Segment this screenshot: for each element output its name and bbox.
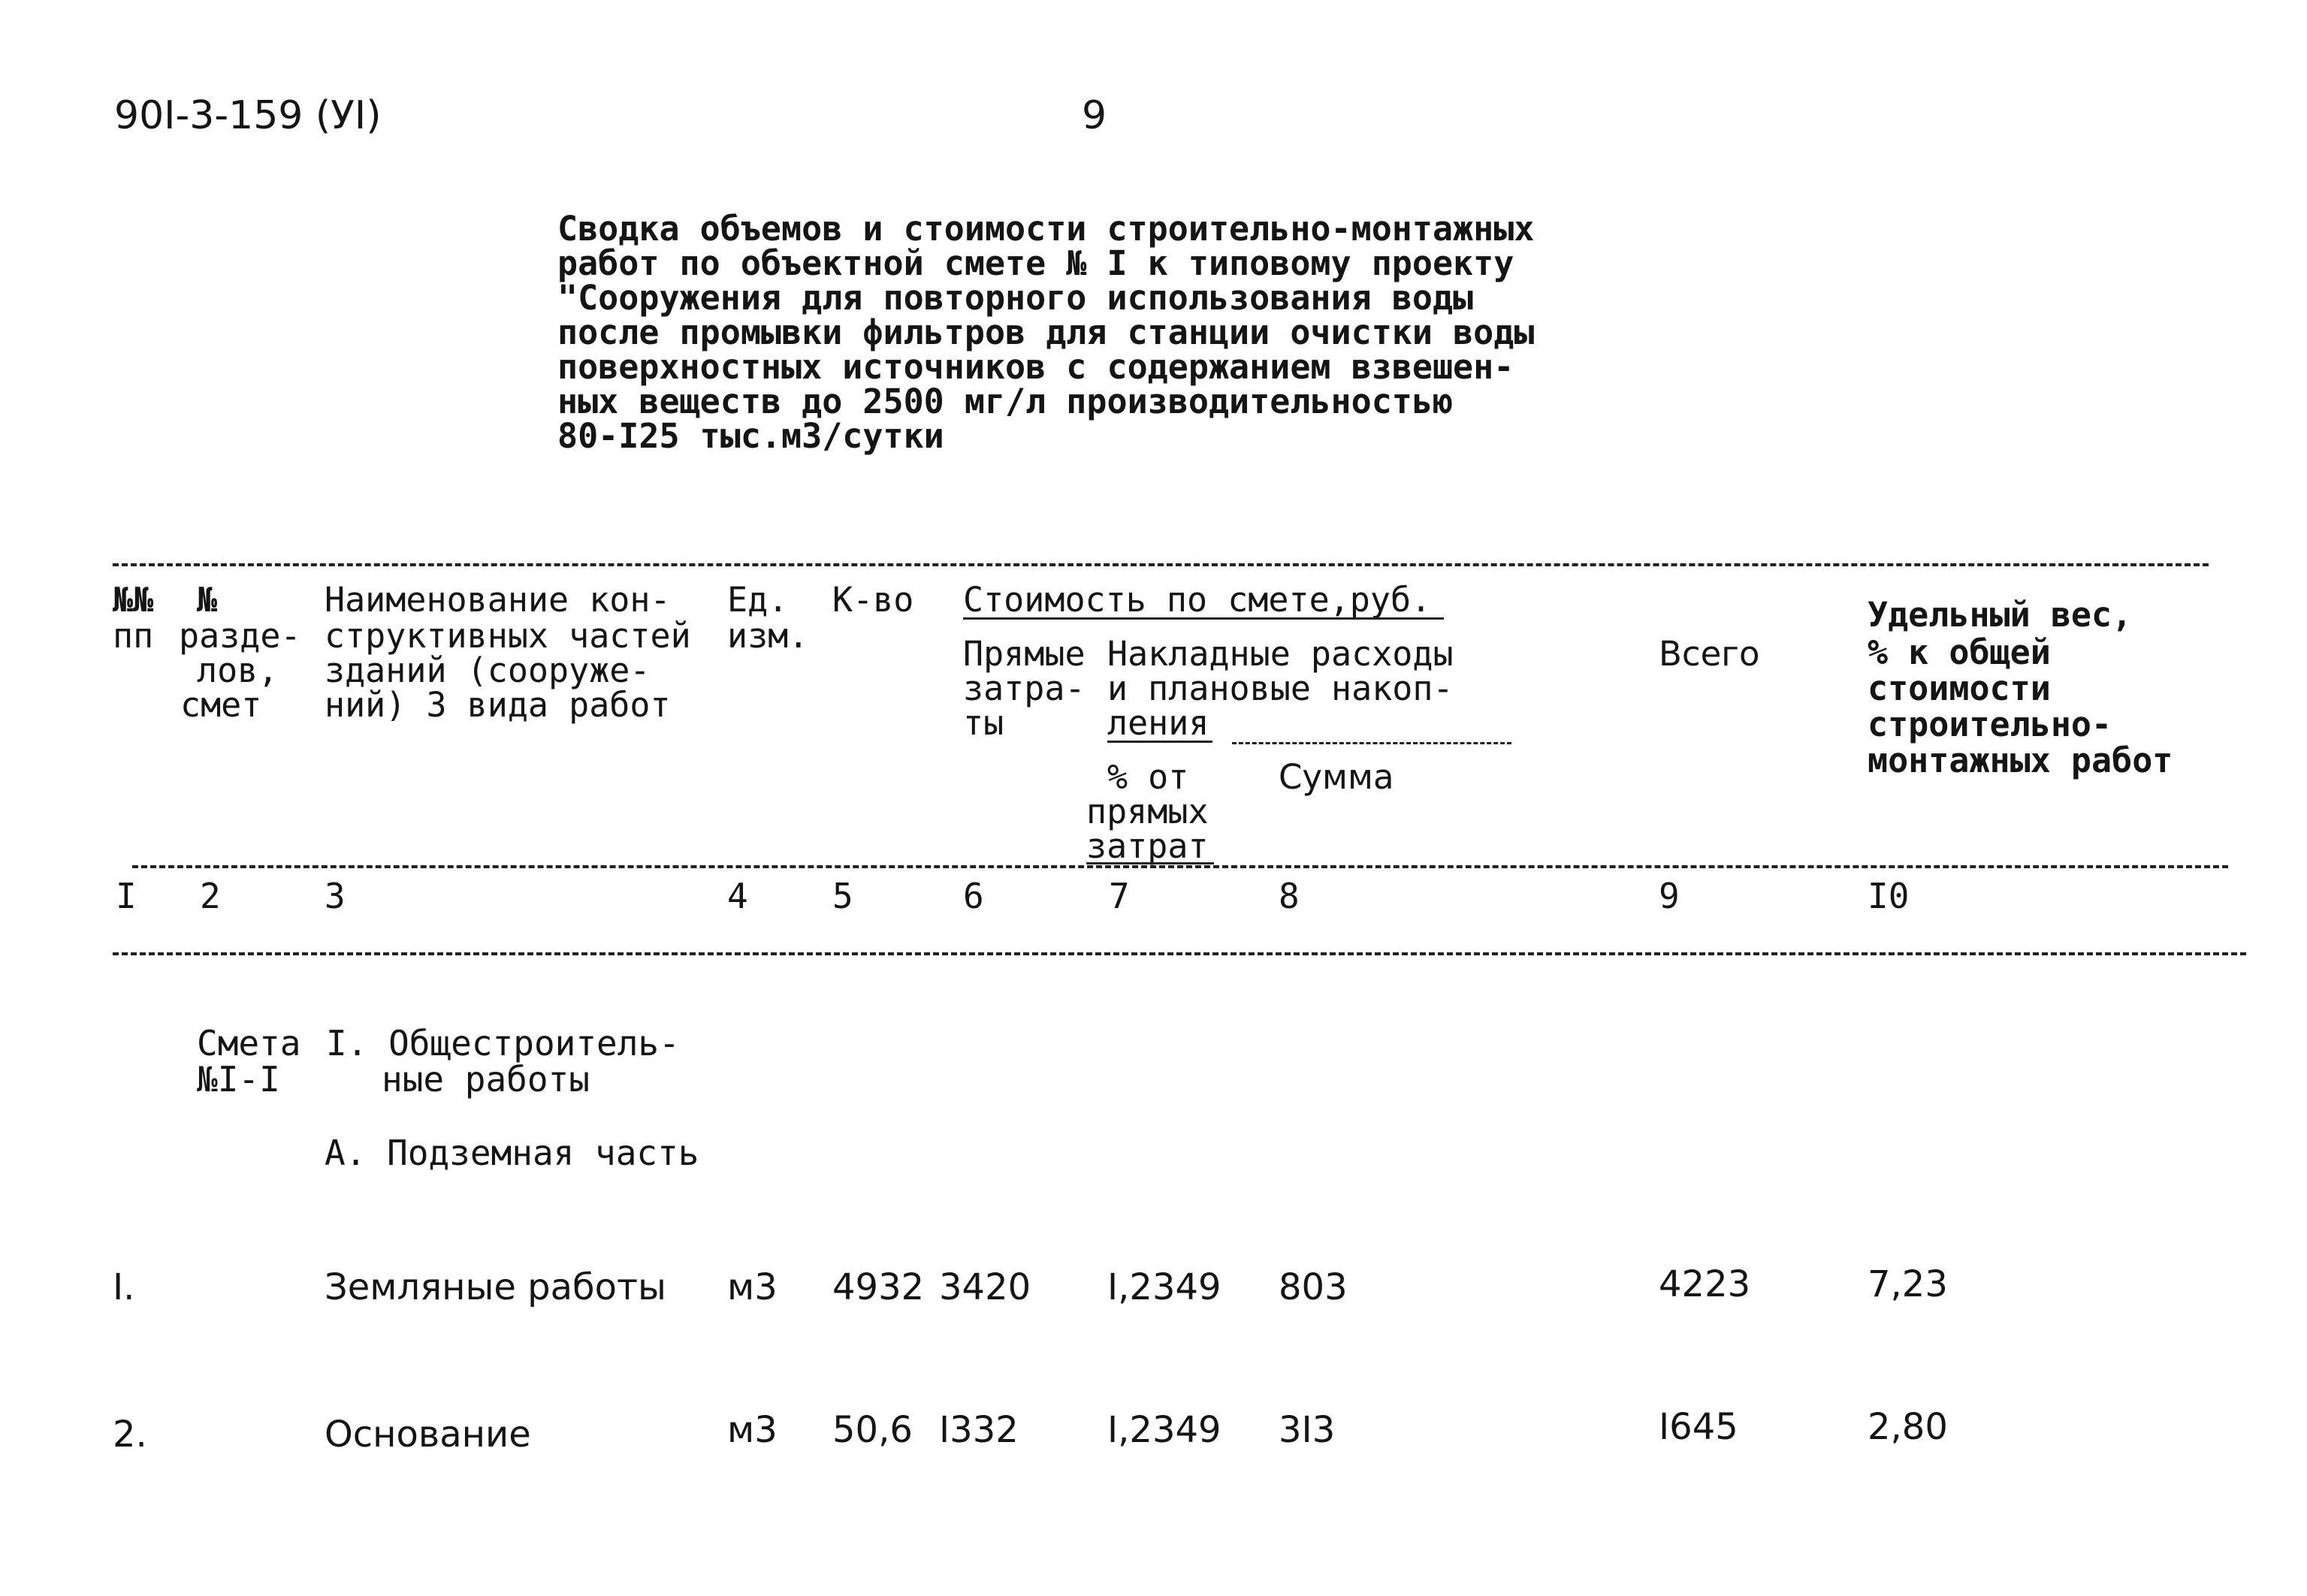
title-line: 80-I25 тыс.м3/сутки (557, 416, 944, 456)
header-col-section-line: лов, (197, 650, 279, 690)
row-sum: 3I3 (1279, 1409, 1336, 1451)
title-line: после промывки фильтров для станции очистки воды (557, 312, 1535, 352)
table-body-rule (113, 952, 2246, 955)
table-header-rule (132, 865, 2228, 868)
row-name: Основание (325, 1413, 531, 1456)
header-direct-costs-line: ты (963, 703, 1004, 743)
header-col-quantity: К-во (832, 580, 914, 620)
row-share: 2,80 (1868, 1406, 1948, 1448)
header-overhead: Накладные расходы (1107, 634, 1454, 674)
column-number: 4 (727, 876, 748, 916)
header-total: Всего (1659, 634, 1760, 674)
row-unit: м3 (727, 1409, 778, 1451)
header-col-section: № (197, 580, 218, 620)
table-top-rule (113, 563, 2209, 566)
estimate-label: Смета (197, 1023, 301, 1063)
header-share: Удельный вес, (1868, 595, 2133, 635)
column-number: 9 (1659, 876, 1680, 916)
header-percent-line: затрат (1086, 826, 1209, 866)
header-col-number: №№ (113, 580, 154, 620)
row-percent: I,2349 (1107, 1266, 1221, 1308)
row-percent: I,2349 (1107, 1409, 1221, 1451)
header-cost-group: Стоимость по смете,руб. (963, 580, 1432, 620)
document-title (557, 209, 1535, 456)
row-sum: 803 (1279, 1266, 1348, 1308)
document-code: 90I-3-159 (УI) (114, 93, 382, 138)
header-col-name-line: структивных частей (325, 616, 691, 656)
row-direct-costs: I332 (939, 1409, 1019, 1451)
row-quantity: 4932 (832, 1266, 925, 1308)
row-total: I645 (1659, 1406, 1738, 1448)
header-share-line: % к общей (1868, 632, 2051, 672)
column-number: 3 (325, 876, 346, 916)
title-line: Сводка объемов и стоимости строительно-монтажных (557, 209, 1535, 249)
column-number: 7 (1109, 876, 1130, 916)
header-col-unit-sub: изм. (727, 616, 809, 656)
header-percent-of-direct: % от (1107, 757, 1189, 797)
header-direct-costs-line: затра- (963, 668, 1086, 708)
cost-group-underline (963, 617, 1444, 620)
column-number: 6 (963, 876, 984, 916)
row-number: 2. (113, 1413, 147, 1456)
estimate-name-line: ные работы (382, 1059, 590, 1100)
header-col-section-line: смет (180, 685, 262, 725)
header-share-line: строительно- (1868, 704, 2112, 744)
header-col-unit: Ед. (727, 580, 789, 620)
estimate-number: №I-I (197, 1059, 280, 1100)
estimate-name: I. Общестроитель- (326, 1023, 680, 1063)
header-col-number-sub: пп (113, 616, 154, 656)
header-direct-costs: Прямые (963, 634, 1086, 674)
header-col-name-line: Наименование кон- (325, 580, 671, 620)
row-unit: м3 (727, 1266, 778, 1308)
column-number: I (116, 876, 137, 916)
header-share-line: монтажных работ (1868, 741, 2173, 780)
header-col-name-line: зданий (сооруже- (325, 650, 651, 690)
percent-underline (1086, 862, 1214, 864)
column-number: 2 (200, 876, 221, 916)
header-col-name-line: ний) 3 вида работ (325, 685, 671, 725)
header-percent-line: прямых (1086, 792, 1209, 831)
header-share-line: стоимости (1868, 668, 2051, 708)
header-overhead-line: ления (1107, 703, 1209, 743)
header-col-section-line: разде- (179, 616, 301, 656)
column-number: I0 (1868, 876, 1910, 916)
title-line: поверхностных источников с содержанием взвешен- (557, 347, 1514, 387)
row-share: 7,23 (1868, 1263, 1948, 1305)
row-name: Земляные работы (325, 1266, 666, 1308)
column-number: 8 (1279, 876, 1300, 916)
row-direct-costs: 3420 (939, 1266, 1031, 1308)
overhead-underline (1107, 741, 1212, 743)
title-line: работ по объектной смете № I к типовому проекту (557, 243, 1514, 283)
row-quantity: 50,6 (832, 1409, 913, 1451)
row-number: I. (113, 1266, 135, 1308)
column-number: 5 (832, 876, 853, 916)
page-number: 9 (1082, 93, 1107, 138)
part-heading: А. Подземная часть (325, 1133, 699, 1173)
overhead-split-rule (1232, 742, 1511, 744)
header-sum: Сумма (1279, 757, 1394, 797)
title-line: "Сооружения для повторного использования воды (557, 278, 1474, 318)
header-overhead-line: и плановые накоп- (1107, 668, 1454, 708)
row-total: 4223 (1659, 1263, 1751, 1305)
title-line: ных веществ до 2500 мг/л производительностью (557, 382, 1454, 421)
